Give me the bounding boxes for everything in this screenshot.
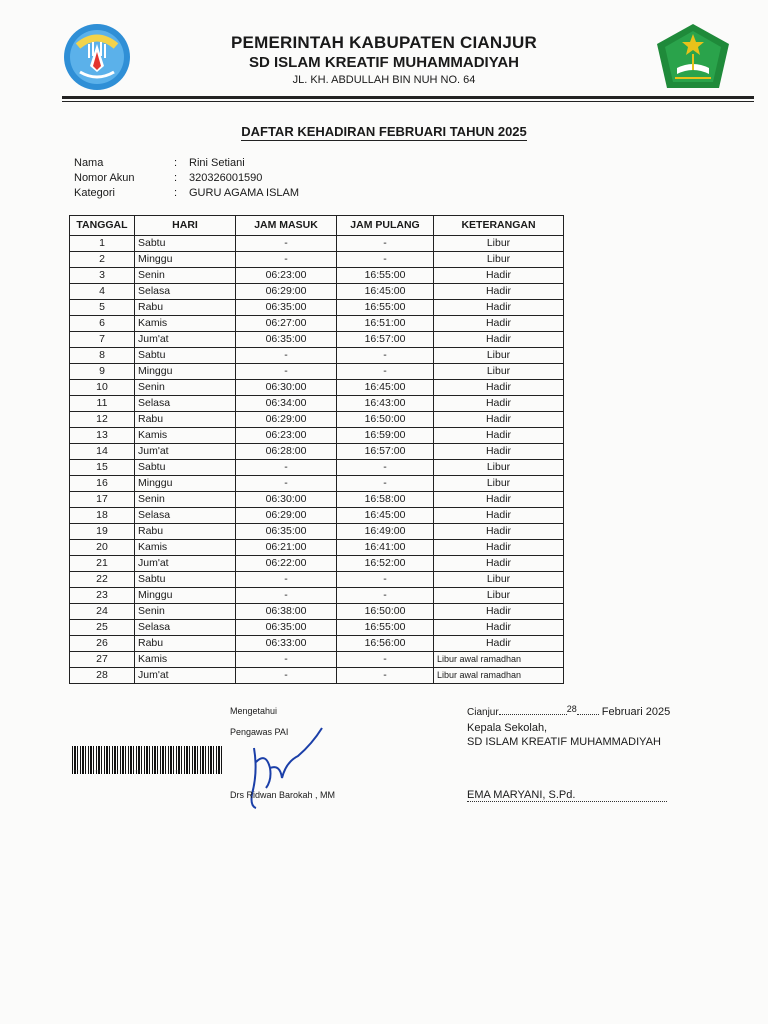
cell-jam-pulang: 16:45:00 (337, 508, 434, 524)
cell-jam-masuk: 06:28:00 (236, 444, 337, 460)
cell-keterangan: Hadir (434, 316, 564, 332)
cell-jam-masuk: 06:30:00 (236, 492, 337, 508)
info-label: Kategori (74, 187, 115, 199)
cell-jam-pulang: 16:57:00 (337, 332, 434, 348)
cell-jam-pulang: - (337, 476, 434, 492)
table-row (70, 572, 564, 588)
table-row (70, 652, 564, 668)
info-row-nomor-akun: Nomor Akun : 320326001590 (74, 172, 263, 184)
info-row-nama: Nama : Rini Setiani (74, 157, 245, 169)
cell-jam-masuk: - (236, 236, 337, 252)
cell-jam-pulang: 16:45:00 (337, 284, 434, 300)
cell-jam-masuk: - (236, 652, 337, 668)
table-row (70, 556, 564, 572)
cell-jam-pulang: 16:55:00 (337, 300, 434, 316)
cell-hari: Senin (135, 268, 236, 284)
cell-hari: Jum'at (135, 444, 236, 460)
header-school-name: SD ISLAM KREATIF MUHAMMADIYAH (249, 54, 519, 71)
cell-jam-pulang: 16:59:00 (337, 428, 434, 444)
cell-tanggal: 14 (70, 444, 135, 460)
cell-keterangan: Libur (434, 460, 564, 476)
cell-hari: Selasa (135, 508, 236, 524)
cell-hari: Minggu (135, 476, 236, 492)
cell-jam-pulang: 16:43:00 (337, 396, 434, 412)
table-row (70, 284, 564, 300)
cell-keterangan: Hadir (434, 620, 564, 636)
info-value: Rini Setiani (189, 157, 245, 169)
headmaster-role: Kepala Sekolah, (467, 722, 548, 734)
cell-jam-pulang: 16:51:00 (337, 316, 434, 332)
cell-jam-masuk: - (236, 476, 337, 492)
supervisor-name: Drs Ridwan Barokah , MM (230, 790, 336, 800)
document-title: DAFTAR KEHADIRAN FEBRUARI TAHUN 2025 (241, 124, 527, 139)
table-header-row (70, 216, 564, 236)
table-row (70, 476, 564, 492)
column-header-jam-masuk: JAM MASUK (236, 216, 337, 236)
header-address: JL. KH. ABDULLAH BIN NUH NO. 64 (292, 74, 476, 86)
cell-jam-masuk: - (236, 364, 337, 380)
cell-hari: Sabtu (135, 460, 236, 476)
cell-hari: Senin (135, 380, 236, 396)
cell-jam-masuk: 06:29:00 (236, 508, 337, 524)
cell-jam-pulang: - (337, 348, 434, 364)
cell-jam-masuk: - (236, 460, 337, 476)
cell-hari: Rabu (135, 412, 236, 428)
cell-keterangan: Hadir (434, 492, 564, 508)
cell-tanggal: 15 (70, 460, 135, 476)
cell-jam-masuk: - (236, 252, 337, 268)
cell-jam-masuk: 06:27:00 (236, 316, 337, 332)
cell-keterangan: Libur awal ramadhan (434, 652, 564, 668)
cell-hari: Rabu (135, 300, 236, 316)
cell-keterangan: Hadir (434, 540, 564, 556)
cell-keterangan: Libur (434, 572, 564, 588)
table-row (70, 460, 564, 476)
cell-jam-masuk: - (236, 348, 337, 364)
cell-jam-masuk: 06:30:00 (236, 380, 337, 396)
cell-jam-masuk: 06:35:00 (236, 300, 337, 316)
cell-tanggal: 27 (70, 652, 135, 668)
cell-jam-pulang: 16:58:00 (337, 492, 434, 508)
cell-tanggal: 26 (70, 636, 135, 652)
table-row (70, 604, 564, 620)
cell-keterangan: Hadir (434, 428, 564, 444)
cell-jam-pulang: - (337, 364, 434, 380)
cell-hari: Senin (135, 604, 236, 620)
cell-tanggal: 16 (70, 476, 135, 492)
cell-jam-masuk: 06:29:00 (236, 412, 337, 428)
table-row (70, 268, 564, 284)
cell-tanggal: 21 (70, 556, 135, 572)
cell-hari: Senin (135, 492, 236, 508)
table-row (70, 588, 564, 604)
cell-tanggal: 13 (70, 428, 135, 444)
cell-jam-pulang: 16:50:00 (337, 412, 434, 428)
cell-tanggal: 9 (70, 364, 135, 380)
cell-jam-masuk: 06:35:00 (236, 620, 337, 636)
headmaster-school: SD ISLAM KREATIF MUHAMMADIYAH (467, 736, 661, 748)
cell-jam-masuk: 06:23:00 (236, 268, 337, 284)
cell-keterangan: Hadir (434, 396, 564, 412)
cell-jam-pulang: 16:52:00 (337, 556, 434, 572)
cell-keterangan: Hadir (434, 636, 564, 652)
cell-tanggal: 4 (70, 284, 135, 300)
cell-tanggal: 10 (70, 380, 135, 396)
attendance-table (69, 215, 564, 684)
cell-jam-masuk: - (236, 572, 337, 588)
table-row (70, 380, 564, 396)
table-row (70, 508, 564, 524)
cell-hari: Jum'at (135, 668, 236, 684)
cell-keterangan: Hadir (434, 508, 564, 524)
cell-tanggal: 12 (70, 412, 135, 428)
cell-jam-pulang: - (337, 572, 434, 588)
table-row (70, 300, 564, 316)
table-row (70, 444, 564, 460)
cell-tanggal: 7 (70, 332, 135, 348)
header-rule-thin (62, 101, 754, 102)
table-row (70, 252, 564, 268)
table-row (70, 364, 564, 380)
cell-keterangan: Hadir (434, 284, 564, 300)
cell-jam-pulang: 16:41:00 (337, 540, 434, 556)
cell-keterangan: Libur (434, 476, 564, 492)
table-row (70, 396, 564, 412)
cell-hari: Selasa (135, 620, 236, 636)
cell-hari: Kamis (135, 652, 236, 668)
cell-keterangan: Hadir (434, 380, 564, 396)
cell-jam-pulang: - (337, 460, 434, 476)
cell-jam-pulang: - (337, 252, 434, 268)
cell-jam-pulang: - (337, 652, 434, 668)
column-header-hari: HARI (135, 216, 236, 236)
cell-jam-masuk: 06:38:00 (236, 604, 337, 620)
place: Cianjur (467, 707, 499, 718)
cell-tanggal: 11 (70, 396, 135, 412)
cell-jam-masuk: 06:35:00 (236, 524, 337, 540)
cell-keterangan: Hadir (434, 556, 564, 572)
table-row (70, 332, 564, 348)
table-row (70, 620, 564, 636)
cell-tanggal: 17 (70, 492, 135, 508)
cell-keterangan: Hadir (434, 412, 564, 428)
table-row (70, 412, 564, 428)
cell-jam-masuk: 06:29:00 (236, 284, 337, 300)
info-label: Nomor Akun (74, 172, 135, 184)
table-row (70, 492, 564, 508)
day: 28 (566, 704, 577, 714)
cell-jam-masuk: 06:22:00 (236, 556, 337, 572)
cell-keterangan: Libur (434, 364, 564, 380)
cell-tanggal: 22 (70, 572, 135, 588)
cell-hari: Jum'at (135, 332, 236, 348)
cell-jam-masuk: 06:35:00 (236, 332, 337, 348)
cell-jam-pulang: 16:57:00 (337, 444, 434, 460)
cell-keterangan: Hadir (434, 524, 564, 540)
column-header-jam-pulang: JAM PULANG (337, 216, 434, 236)
column-header-keterangan: KETERANGAN (434, 216, 564, 236)
cell-jam-pulang: 16:56:00 (337, 636, 434, 652)
cell-hari: Sabtu (135, 572, 236, 588)
cell-tanggal: 24 (70, 604, 135, 620)
cell-jam-masuk: - (236, 588, 337, 604)
cell-jam-pulang: - (337, 588, 434, 604)
header-rule-thick (62, 96, 754, 99)
column-header-tanggal: TANGGAL (70, 216, 135, 236)
barcode (72, 746, 224, 774)
cell-keterangan: Libur (434, 588, 564, 604)
cell-tanggal: 8 (70, 348, 135, 364)
cell-keterangan: Hadir (434, 332, 564, 348)
cell-tanggal: 20 (70, 540, 135, 556)
header-government-name: PEMERINTAH KABUPATEN CIANJUR (231, 33, 537, 52)
cell-keterangan: Hadir (434, 604, 564, 620)
cell-hari: Minggu (135, 364, 236, 380)
cell-tanggal: 28 (70, 668, 135, 684)
table-row (70, 668, 564, 684)
cell-keterangan: Libur (434, 348, 564, 364)
info-value: 320326001590 (189, 172, 263, 184)
cell-tanggal: 2 (70, 252, 135, 268)
headmaster-name: EMA MARYANI, S.Pd. (467, 789, 667, 802)
cell-keterangan: Hadir (434, 268, 564, 284)
cell-jam-masuk: 06:23:00 (236, 428, 337, 444)
cell-jam-masuk: - (236, 668, 337, 684)
cell-tanggal: 18 (70, 508, 135, 524)
month-year: Februari 2025 (601, 706, 671, 718)
supervisor-signature (236, 722, 336, 814)
cell-hari: Kamis (135, 428, 236, 444)
table-row (70, 428, 564, 444)
table-row (70, 636, 564, 652)
cell-jam-masuk: 06:21:00 (236, 540, 337, 556)
cell-jam-pulang: 16:55:00 (337, 620, 434, 636)
cell-keterangan: Libur (434, 236, 564, 252)
table-row (70, 348, 564, 364)
info-value: GURU AGAMA ISLAM (189, 187, 300, 199)
cell-tanggal: 23 (70, 588, 135, 604)
cell-tanggal: 25 (70, 620, 135, 636)
table-row (70, 236, 564, 252)
cell-jam-pulang: 16:45:00 (337, 380, 434, 396)
cell-keterangan: Hadir (434, 300, 564, 316)
cell-hari: Sabtu (135, 348, 236, 364)
cell-jam-pulang: 16:50:00 (337, 604, 434, 620)
cell-jam-pulang: 16:55:00 (337, 268, 434, 284)
table-row (70, 316, 564, 332)
cell-hari: Kamis (135, 316, 236, 332)
cell-hari: Minggu (135, 588, 236, 604)
cell-keterangan: Libur (434, 252, 564, 268)
cell-jam-pulang: - (337, 236, 434, 252)
table-row (70, 540, 564, 556)
table-row (70, 524, 564, 540)
acknowledged-label: Mengetahui (230, 706, 278, 716)
supervisor-role: Pengawas PAI (230, 727, 289, 737)
cell-hari: Rabu (135, 636, 236, 652)
info-label: Nama (74, 157, 104, 169)
cell-hari: Minggu (135, 252, 236, 268)
cell-jam-masuk: 06:33:00 (236, 636, 337, 652)
cell-tanggal: 3 (70, 268, 135, 284)
cell-hari: Jum'at (135, 556, 236, 572)
cell-keterangan: Libur awal ramadhan (434, 668, 564, 684)
info-row-kategori: Kategori : GURU AGAMA ISLAM (74, 187, 300, 199)
cell-hari: Sabtu (135, 236, 236, 252)
cell-hari: Rabu (135, 524, 236, 540)
cell-hari: Selasa (135, 284, 236, 300)
cell-jam-pulang: - (337, 668, 434, 684)
cell-hari: Selasa (135, 396, 236, 412)
cell-tanggal: 5 (70, 300, 135, 316)
cell-keterangan: Hadir (434, 444, 564, 460)
place-date-line (467, 706, 670, 718)
cell-tanggal: 6 (70, 316, 135, 332)
cell-tanggal: 1 (70, 236, 135, 252)
cell-tanggal: 19 (70, 524, 135, 540)
cell-jam-masuk: 06:34:00 (236, 396, 337, 412)
cell-hari: Kamis (135, 540, 236, 556)
cell-jam-pulang: 16:49:00 (337, 524, 434, 540)
